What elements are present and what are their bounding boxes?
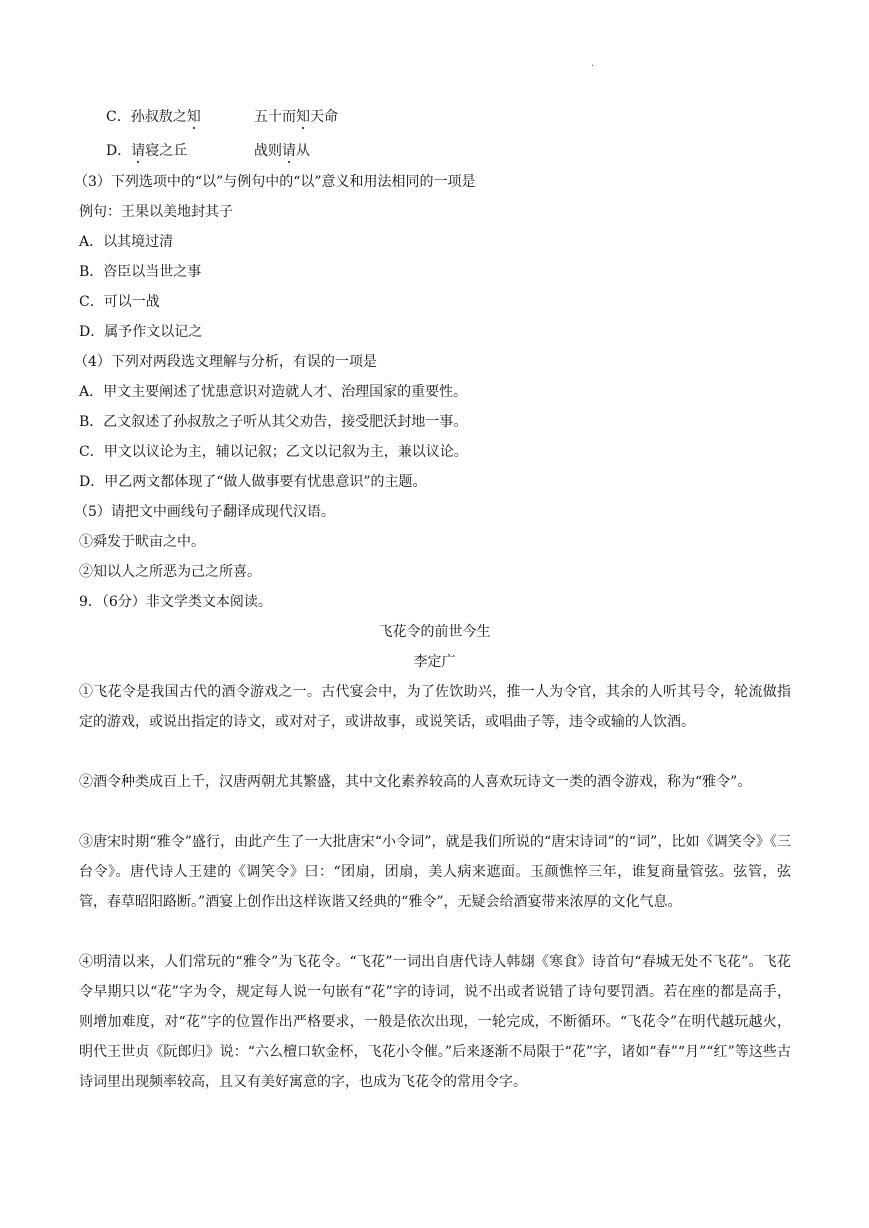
option-d-left: D．请寝之丘 bbox=[106, 143, 188, 159]
emphasized-char: 请 bbox=[131, 143, 146, 159]
option-d-right: 战则请从 bbox=[254, 143, 310, 159]
option-c-left: C．孙叔敖之知 bbox=[106, 109, 201, 125]
question-3-option-b: B．咨臣以当世之事 bbox=[79, 264, 202, 280]
question-4-option-a: A．甲文主要阐述了忧患意识对造就人才、治理国家的重要性。 bbox=[79, 384, 468, 400]
article-paragraph-1: ①飞花令是我国古代的酒令游戏之一。古代宴会中，为了佐饮助兴，推一人为令官，其余的人听其号令，轮流做指定的游戏，或说出指定的诗文，或对对子，或讲故事，或说笑话，或唱曲子等，违令或输的人饮酒。 bbox=[79, 684, 791, 730]
question-4-option-d: D．甲乙两文都体现了“做人做事要有忧患意识”的主题。 bbox=[79, 474, 427, 490]
emphasized-char: 请 bbox=[282, 143, 296, 159]
emphasized-char: 知 bbox=[296, 109, 310, 125]
article-paragraph-3: ③唐宋时期“雅令”盛行，由此产生了一大批唐宋“小令词”，就是我们所说的“唐宋诗词”的“词”，比如《调笑令》《三台令》。唐代诗人王建的《调笑令》曰：“团扇，团扇，美人病来遮面。玉颜憔悴三年，谁复商量管弦。弦管，弦管，春草昭阳路断。”酒宴上创作出这样诙谐又经典的“雅令”，无疑会给酒宴带来浓厚的文化气息。 bbox=[79, 834, 791, 910]
question-3-example: 例句：王果以美地封其子 bbox=[79, 204, 233, 220]
question-4-stem: （4）下列对两段选文理解与分析，有误的一项是 bbox=[74, 354, 377, 370]
question-9-stem: 9．（6分）非文学类文本阅读。 bbox=[79, 594, 272, 610]
question-5-stem: （5）请把文中画线句子翻译成现代汉语。 bbox=[74, 504, 335, 520]
option-c-right: 五十而知天命 bbox=[254, 109, 338, 125]
question-3-option-c: C．可以一战 bbox=[79, 294, 160, 310]
question-5-item-1: ①舜发于畎亩之中。 bbox=[79, 534, 205, 550]
page-marker: . bbox=[591, 58, 595, 69]
question-3-stem: （3）下列选项中的“以”与例句中的“以”意义和用法相同的一项是 bbox=[74, 174, 476, 190]
question-3-option-a: A．以其境过清 bbox=[79, 234, 174, 250]
question-3-option-d: D．属予作文以记之 bbox=[79, 324, 203, 340]
article-paragraph-4: ④明清以来，人们常玩的“雅令”为飞花令。“飞花”一词出自唐代诗人韩翃《寒食》诗首句“春城无处不飞花”。飞花令早期只以“花”字为令，规定每人说一句嵌有“花”字的诗词，说不出或者说错了诗句要罚酒。若在座的都是高手，则增加难度，对“花”字的位置作出严格要求，一般是依次出现，一轮完成，不断循环。“飞花令”在明代越玩越火，明代王世贞《阮郎归》说：“六么檀口软金杯，飞花小令催。”后来逐渐不局限于“花”字，诸如“春”“月”“红”等这些古诗词里出现频率较高，且又有美好寓意的字，也成为飞花令的常用令字。 bbox=[79, 954, 791, 1090]
question-5-item-2: ②知以人之所恶为己之所喜。 bbox=[79, 564, 261, 580]
article-title: 飞花令的前世今生 bbox=[378, 624, 491, 640]
question-4-option-b: B．乙文叙述了孙叔敖之子听从其父劝告，接受肥沃封地一事。 bbox=[79, 414, 468, 430]
article-author: 李定广 bbox=[413, 654, 456, 670]
question-4-option-c: C．甲文以议论为主，辅以记叙；乙文以记叙为主，兼以议论。 bbox=[79, 444, 468, 460]
emphasized-char: 知 bbox=[186, 109, 201, 125]
article-paragraph-2: ②酒令种类成百上千，汉唐两朝尤其繁盛，其中文化素养较高的人喜欢玩诗文一类的酒令游戏，称为“雅令”。 bbox=[79, 774, 752, 790]
